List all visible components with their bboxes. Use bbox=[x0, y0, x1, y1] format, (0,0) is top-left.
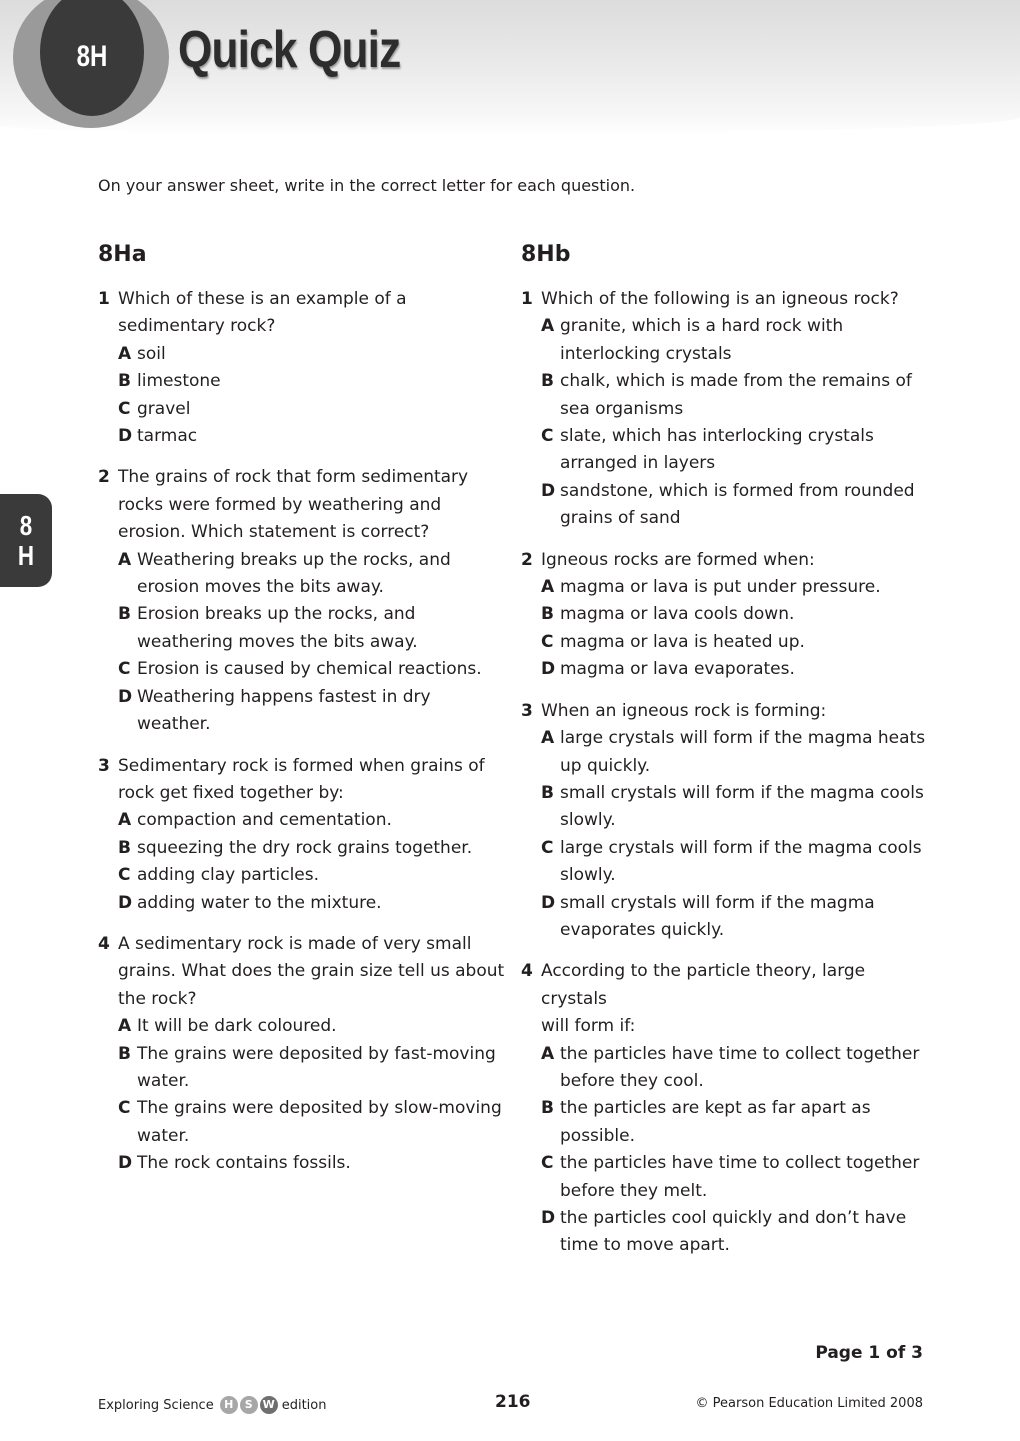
question bbox=[98, 286, 508, 450]
question-number: 3 bbox=[521, 700, 533, 721]
option-text: the particles cool quickly and don’t have bbox=[560, 1208, 907, 1228]
option-letter: A bbox=[541, 577, 555, 598]
answer-option bbox=[521, 1123, 931, 1150]
option-text: Erosion is caused by chemical reactions. bbox=[137, 659, 482, 680]
option-letter: B bbox=[541, 604, 554, 625]
option-letter: B bbox=[118, 371, 131, 392]
answer-option bbox=[521, 1068, 931, 1095]
answer-option bbox=[521, 835, 931, 862]
option-text: The rock contains fossils. bbox=[137, 1153, 351, 1174]
question-number: 3 bbox=[98, 755, 110, 776]
question-number: 4 bbox=[98, 933, 110, 954]
option-text: sea organisms bbox=[560, 398, 684, 419]
option-letter: B bbox=[541, 1098, 554, 1119]
option-text: magma or lava evaporates. bbox=[560, 659, 795, 680]
option-letter: C bbox=[541, 1153, 554, 1174]
question-number: 4 bbox=[521, 961, 533, 982]
answer-option bbox=[521, 505, 931, 532]
question-text-line bbox=[98, 780, 508, 807]
option-letter: D bbox=[118, 426, 133, 447]
option-text: slate, which has interlocking crystals bbox=[560, 426, 874, 447]
question-text: Igneous rocks are formed when: bbox=[541, 549, 815, 570]
question-text: grains. What does the grain size tell us about bbox=[118, 961, 505, 982]
option-text: water. bbox=[137, 1070, 190, 1091]
question-text: sedimentary rock? bbox=[118, 316, 276, 337]
answer-option bbox=[98, 1123, 508, 1150]
option-text: squeezing the dry rock grains together. bbox=[137, 837, 473, 858]
option-letter: D bbox=[541, 892, 556, 913]
option-text: before they melt. bbox=[560, 1180, 708, 1201]
option-letter: B bbox=[541, 371, 554, 392]
answer-option bbox=[521, 1205, 931, 1232]
question-number: 1 bbox=[98, 289, 110, 309]
option-text: the particles have time to collect together bbox=[560, 1153, 920, 1174]
footer bbox=[0, 1392, 1020, 1416]
question-text: the rock? bbox=[118, 988, 197, 1009]
question-text-line bbox=[98, 313, 508, 340]
answer-option bbox=[98, 807, 508, 834]
question bbox=[98, 931, 508, 1178]
answer-option bbox=[521, 341, 931, 368]
answer-option bbox=[521, 1232, 931, 1259]
option-letter: D bbox=[541, 480, 556, 501]
option-text: Weathering happens fastest in dry weather. bbox=[137, 686, 431, 735]
question-text-line bbox=[98, 986, 508, 1013]
answer-option bbox=[521, 574, 931, 601]
option-letter: A bbox=[541, 728, 555, 749]
option-text: It will be dark coloured. bbox=[137, 1016, 337, 1037]
answer-option bbox=[98, 1150, 508, 1177]
footer-copyright: © Pearson Education Limited 2008 bbox=[695, 1396, 923, 1411]
option-letter: D bbox=[118, 892, 133, 913]
question-text: Which of these is an example of a bbox=[118, 289, 407, 309]
page-title: Quick Quiz bbox=[178, 21, 401, 79]
option-text: erosion moves the bits away. bbox=[137, 577, 384, 598]
option-text: evaporates quickly. bbox=[560, 919, 725, 940]
question-text-line bbox=[521, 958, 931, 1013]
answer-option bbox=[98, 1013, 508, 1040]
hsw-h-icon: H bbox=[220, 1396, 238, 1414]
answer-option bbox=[521, 890, 931, 917]
question-text: rocks were formed by weathering and bbox=[118, 494, 442, 515]
answer-option bbox=[98, 341, 508, 368]
question-number: 2 bbox=[521, 549, 533, 570]
option-text: soil bbox=[137, 343, 166, 364]
option-letter: D bbox=[118, 686, 133, 707]
option-letter: C bbox=[118, 398, 131, 419]
option-text: small crystals will form if the magma bbox=[560, 892, 875, 913]
answer-option bbox=[521, 780, 931, 807]
option-text: magma or lava is heated up. bbox=[560, 631, 805, 652]
answer-option bbox=[521, 807, 931, 834]
option-text: granite, which is a hard rock with bbox=[560, 316, 844, 337]
hsw-s-icon: S bbox=[240, 1396, 258, 1414]
answer-option bbox=[521, 368, 931, 395]
answer-option bbox=[521, 1095, 931, 1122]
unit-badge: 8H bbox=[40, 0, 144, 116]
question-text: A sedimentary rock is made of very small bbox=[118, 933, 472, 954]
answer-option bbox=[521, 313, 931, 340]
option-text: magma or lava cools down. bbox=[560, 604, 795, 625]
answer-option bbox=[521, 862, 931, 889]
option-letter: C bbox=[541, 426, 554, 447]
option-letter: D bbox=[541, 659, 556, 680]
option-letter: A bbox=[118, 1016, 132, 1037]
section-heading-8ha: 8Ha bbox=[98, 242, 147, 267]
question-number: 1 bbox=[521, 289, 533, 309]
question-text-line bbox=[521, 286, 931, 313]
question bbox=[521, 958, 931, 1259]
answer-option bbox=[521, 478, 931, 505]
option-letter: B bbox=[118, 837, 131, 858]
hsw-w-icon: W bbox=[260, 1396, 278, 1414]
option-letter: B bbox=[118, 1043, 131, 1064]
option-text: Weathering breaks up the rocks, and bbox=[137, 549, 451, 570]
option-text: adding clay particles. bbox=[137, 865, 320, 886]
option-text: arranged in layers bbox=[560, 453, 716, 474]
option-text: large crystals will form if the magma heats bbox=[560, 728, 926, 749]
option-text: slowly. bbox=[560, 810, 616, 831]
option-text: limestone bbox=[137, 371, 221, 392]
answer-option bbox=[98, 574, 508, 601]
answer-option bbox=[521, 656, 931, 683]
question-text-line bbox=[521, 1013, 931, 1040]
answer-option bbox=[98, 890, 508, 917]
answer-option bbox=[521, 450, 931, 477]
answer-option bbox=[98, 684, 508, 739]
question bbox=[98, 753, 508, 917]
option-letter: D bbox=[541, 1208, 556, 1228]
answer-option bbox=[98, 601, 508, 628]
question-number: 2 bbox=[98, 467, 110, 488]
footer-page-number: 216 bbox=[495, 1392, 531, 1412]
section-heading-8hb: 8Hb bbox=[521, 242, 571, 267]
question-text-line bbox=[98, 464, 508, 491]
questions-column-8hb bbox=[521, 286, 931, 1274]
question-text-line bbox=[98, 492, 508, 519]
question-text: The grains of rock that form sedimentary bbox=[118, 467, 469, 488]
option-letter: B bbox=[541, 782, 554, 803]
option-letter: A bbox=[118, 549, 132, 570]
option-letter: A bbox=[541, 1043, 555, 1064]
answer-option bbox=[98, 656, 508, 683]
option-text: Erosion breaks up the rocks, and bbox=[137, 604, 416, 625]
option-text: possible. bbox=[560, 1125, 636, 1146]
answer-option bbox=[521, 1178, 931, 1205]
option-letter: C bbox=[541, 837, 554, 858]
option-text: water. bbox=[137, 1125, 190, 1146]
question bbox=[98, 464, 508, 738]
side-tab-line-1: 8 bbox=[19, 509, 33, 541]
answer-option bbox=[98, 835, 508, 862]
option-text: small crystals will form if the magma cools bbox=[560, 782, 924, 803]
option-letter: C bbox=[118, 659, 131, 680]
option-text: weathering moves the bits away. bbox=[137, 631, 418, 652]
option-letter: C bbox=[118, 1098, 131, 1119]
side-tab bbox=[0, 494, 52, 587]
question-text-line bbox=[521, 547, 931, 574]
option-text: slowly. bbox=[560, 865, 616, 886]
page-indicator: Page 1 of 3 bbox=[815, 1343, 923, 1363]
question-text: Sedimentary rock is formed when grains of bbox=[118, 755, 485, 776]
option-text: magma or lava is put under pressure. bbox=[560, 577, 881, 598]
answer-option bbox=[98, 862, 508, 889]
answer-option bbox=[98, 1068, 508, 1095]
question-text-line bbox=[98, 286, 508, 313]
instructions: On your answer sheet, write in the correct letter for each question. bbox=[98, 176, 636, 195]
question-text: rock get fixed together by: bbox=[118, 782, 344, 803]
option-text: interlocking crystals bbox=[560, 343, 732, 364]
answer-option bbox=[521, 629, 931, 656]
answer-option bbox=[521, 423, 931, 450]
question-text: Which of the following is an igneous rock? bbox=[541, 289, 899, 309]
option-letter: A bbox=[541, 316, 555, 337]
answer-option bbox=[521, 396, 931, 423]
answer-option bbox=[521, 753, 931, 780]
option-letter: A bbox=[118, 810, 132, 831]
footer-brand bbox=[98, 1396, 326, 1414]
option-text: sandstone, which is formed from rounded bbox=[560, 480, 915, 501]
option-text: before they cool. bbox=[560, 1070, 704, 1091]
answer-option bbox=[521, 917, 931, 944]
question-text-line bbox=[98, 958, 508, 985]
option-text: time to move apart. bbox=[560, 1235, 730, 1256]
answer-option bbox=[521, 1150, 931, 1177]
questions-column-8ha bbox=[98, 286, 508, 1192]
question-text-line bbox=[98, 931, 508, 958]
side-tab-line-2: H bbox=[17, 539, 35, 571]
option-text: tarmac bbox=[137, 426, 198, 447]
option-letter: B bbox=[118, 604, 131, 625]
answer-option bbox=[98, 396, 508, 423]
option-letter: C bbox=[541, 631, 554, 652]
footer-brand-name: Exploring Science bbox=[98, 1397, 214, 1413]
question-text-line bbox=[98, 753, 508, 780]
answer-option bbox=[98, 1041, 508, 1068]
option-text: chalk, which is made from the remains of bbox=[560, 371, 912, 392]
option-text: grains of sand bbox=[560, 508, 681, 529]
question bbox=[521, 698, 931, 945]
answer-option bbox=[521, 725, 931, 752]
option-text: the particles are kept as far apart as bbox=[560, 1098, 871, 1119]
question-text: will form if: bbox=[541, 1016, 636, 1037]
question bbox=[521, 286, 931, 533]
option-text: compaction and cementation. bbox=[137, 810, 392, 831]
option-text: gravel bbox=[137, 398, 191, 419]
answer-option bbox=[521, 1041, 931, 1068]
option-text: The grains were deposited by slow-moving bbox=[137, 1098, 502, 1119]
answer-option bbox=[98, 629, 508, 656]
option-text: adding water to the mixture. bbox=[137, 892, 382, 913]
answer-option bbox=[98, 368, 508, 395]
question-text: According to the particle theory, large crystals bbox=[541, 961, 866, 1009]
option-letter: D bbox=[118, 1153, 133, 1174]
answer-option bbox=[521, 601, 931, 628]
question-text: erosion. Which statement is correct? bbox=[118, 522, 430, 543]
option-text: the particles have time to collect together bbox=[560, 1043, 920, 1064]
option-text: large crystals will form if the magma cools bbox=[560, 837, 922, 858]
question-text: When an igneous rock is forming: bbox=[541, 700, 827, 721]
option-text: up quickly. bbox=[560, 755, 651, 776]
question-text-line bbox=[521, 698, 931, 725]
answer-option bbox=[98, 423, 508, 450]
answer-option bbox=[98, 1095, 508, 1122]
option-letter: C bbox=[118, 865, 131, 886]
option-letter: A bbox=[118, 343, 132, 364]
question bbox=[521, 547, 931, 684]
question-text-line bbox=[98, 519, 508, 546]
answer-option bbox=[98, 547, 508, 574]
footer-edition: edition bbox=[281, 1397, 327, 1413]
option-text: The grains were deposited by fast-moving bbox=[137, 1043, 496, 1064]
